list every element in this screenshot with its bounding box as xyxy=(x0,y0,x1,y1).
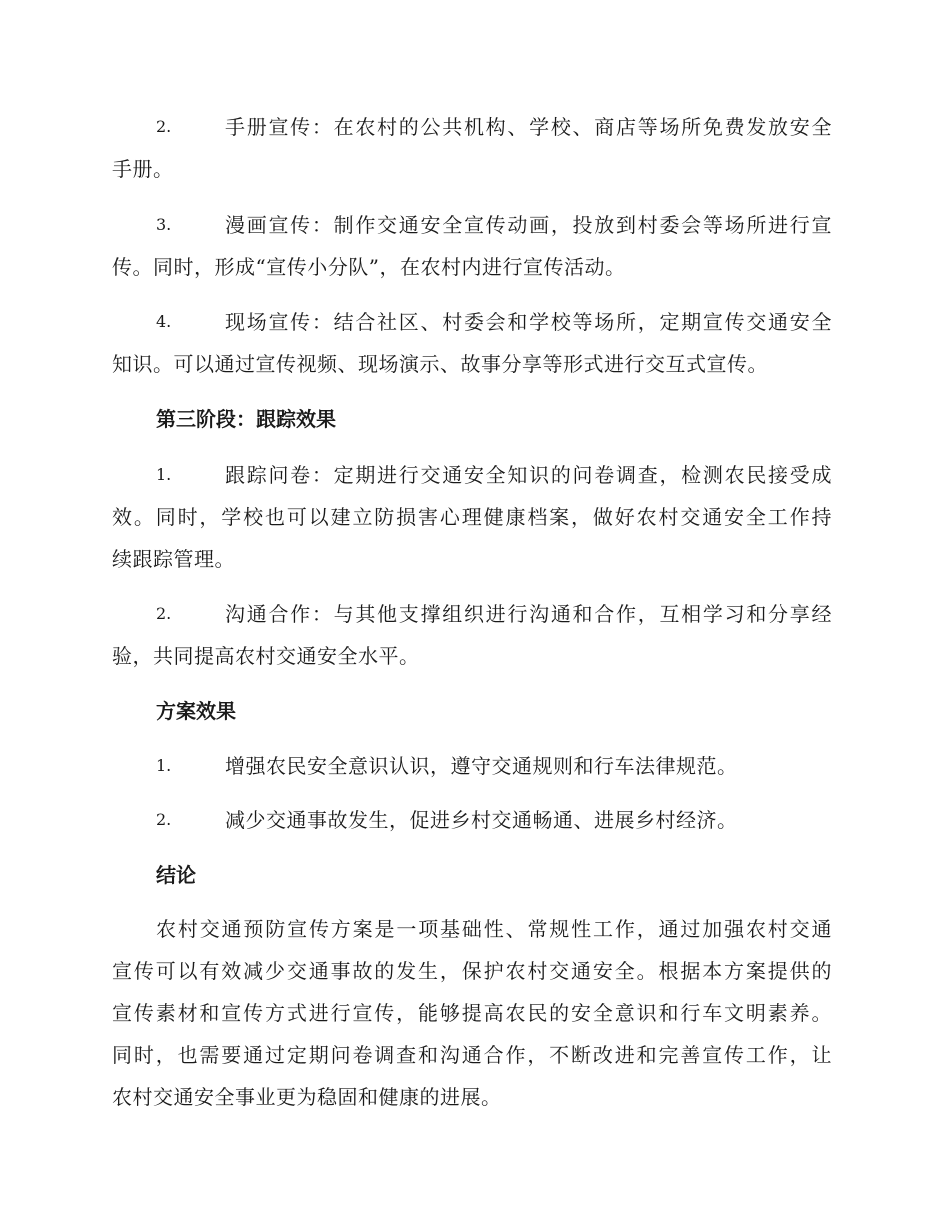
list-number: 4. xyxy=(156,312,172,331)
list-item-text: 手册宣传：在农村的公共机构、学校、商店等场所免费发放安全 xyxy=(225,115,832,139)
list-number: 2. xyxy=(156,604,172,623)
list-number: 1. xyxy=(156,756,172,775)
section-heading-conclusion: 结论 xyxy=(156,863,196,887)
paragraph-line: 农村交通安全事业更为稳固和健康的进展。 xyxy=(112,1085,502,1109)
section-heading-effect: 方案效果 xyxy=(156,699,236,723)
section-heading-stage3: 第三阶段：跟踪效果 xyxy=(156,407,336,431)
list-item-continuation: 验，共同提高农村交通安全水平。 xyxy=(112,644,420,668)
list-number: 2. xyxy=(156,117,172,136)
list-item-continuation: 知识。可以通过宣传视频、现场演示、故事分享等形式进行交互式宣传。 xyxy=(112,352,768,376)
list-item-text: 增强农民安全意识认识，遵守交通规则和行车法律规范。 xyxy=(225,754,738,778)
list-item-text: 漫画宣传：制作交通安全宣传动画，投放到村委会等场所进行宣 xyxy=(225,213,832,237)
paragraph-line: 宣传素材和宣传方式进行宣传，能够提高农民的安全意识和行车文明素养。 xyxy=(112,1001,832,1025)
paragraph-line: 宣传可以有效减少交通事故的发生，保护农村交通安全。根据本方案提供的 xyxy=(112,959,832,983)
list-item-text: 现场宣传：结合社区、村委会和学校等场所，定期宣传交通安全 xyxy=(225,310,832,334)
list-number: 1. xyxy=(156,465,172,484)
list-number: 3. xyxy=(156,215,172,234)
paragraph-line: 农村交通预防宣传方案是一项基础性、常规性工作，通过加强农村交通 xyxy=(156,917,832,941)
list-item-continuation: 传。同时，形成“宣传小分队”，在农村内进行宣传活动。 xyxy=(112,255,626,279)
list-item-text: 跟踪问卷：定期进行交通安全知识的问卷调查，检测农民接受成 xyxy=(225,463,832,487)
paragraph-line: 同时，也需要通过定期问卷调查和沟通合作，不断改进和完善宣传工作，让 xyxy=(112,1043,832,1067)
list-item-continuation: 续跟踪管理。 xyxy=(112,547,235,571)
list-number: 2. xyxy=(156,810,172,829)
list-item-text: 沟通合作：与其他支撑组织进行沟通和合作，互相学习和分享经 xyxy=(225,602,832,626)
list-item-continuation: 效。同时，学校也可以建立防损害心理健康档案，做好农村交通安全工作持 xyxy=(112,505,832,529)
list-item-text: 减少交通事故发生，促进乡村交通畅通、进展乡村经济。 xyxy=(225,808,738,832)
list-item-continuation: 手册。 xyxy=(112,157,174,181)
